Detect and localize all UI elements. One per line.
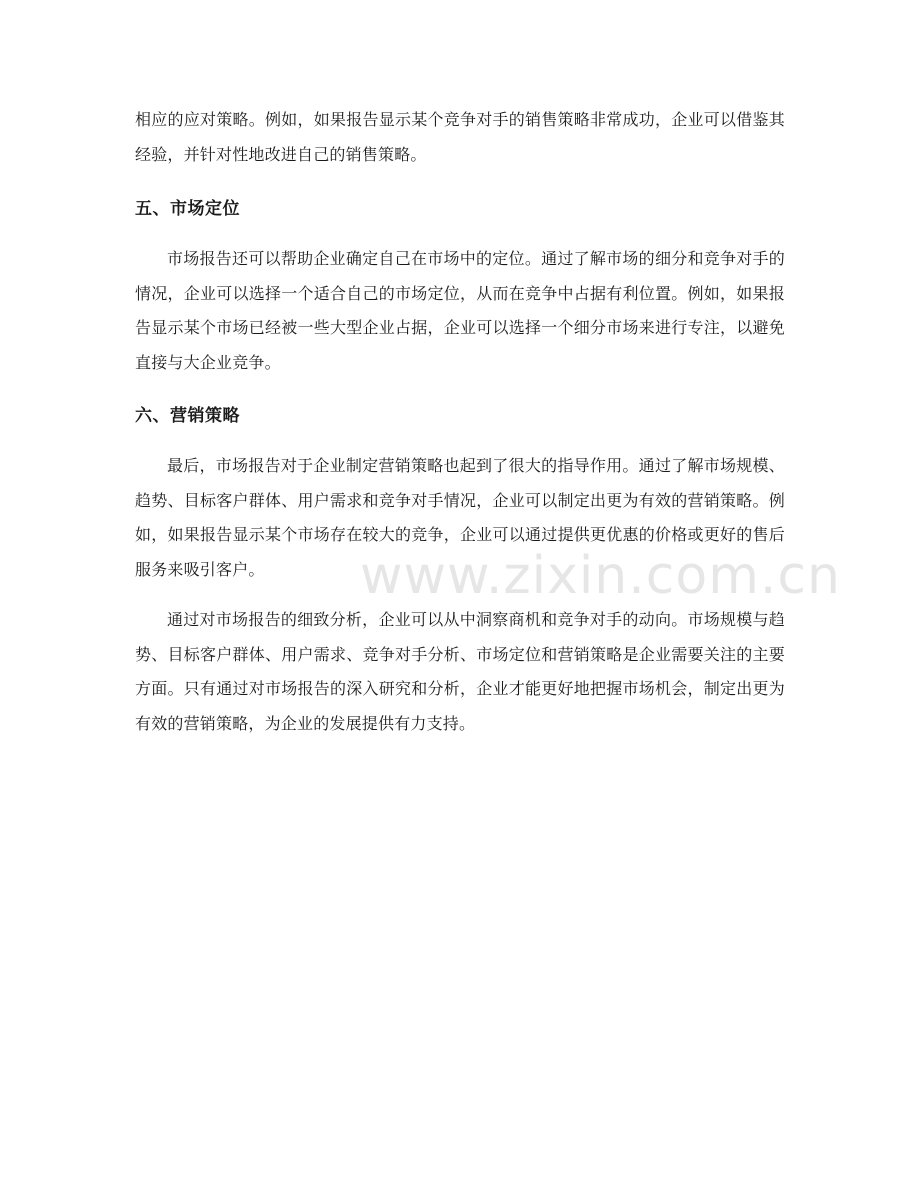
section-heading-marketing-strategy: 六、营销策略 [135,406,240,426]
document-body [135,103,785,741]
conclusion-paragraph: 通过对市场报告的细致分析，企业可以从中洞察商机和竞争对手的动向。市场规模与趋势、目标客户群体、用户需求、竞争对手分析、市场定位和营销策略是企业需要关注的主要方面。只有通过对市场报告的深入研究和分析，企业才能更好地把握市场机会，制定出更为有效的营销策略，为企业的发展提供有力支持。 [135,610,785,733]
intro-paragraph: 相应的应对策略。例如，如果报告显示某个竞争对手的销售策略非常成功，企业可以借鉴其经验，并针对性地改进自己的销售策略。 [135,110,785,164]
section-heading-market-positioning: 五、市场定位 [135,199,240,219]
section-paragraph-market-positioning: 市场报告还可以帮助企业确定自己在市场中的定位。通过了解市场的细分和竞争对手的情况，企业可以选择一个适合自己的市场定位，从而在竞争中占据有利位置。例如，如果报告显示某个市场已经被一些大型企业占据，企业可以选择一个细分市场来进行专注，以避免直接与大企业竞争。 [135,249,785,372]
section-paragraph-marketing-strategy: 最后，市场报告对于企业制定营销策略也起到了很大的指导作用。通过了解市场规模、趋势、目标客户群体、用户需求和竞争对手情况，企业可以制定出更为有效的营销策略。例如，如果报告显示某个市场存在较大的竞争，企业可以通过提供更优惠的价格或更好的售后服务来吸引客户。 [135,456,785,579]
watermark: www.zixin.com.cn [360,546,841,606]
